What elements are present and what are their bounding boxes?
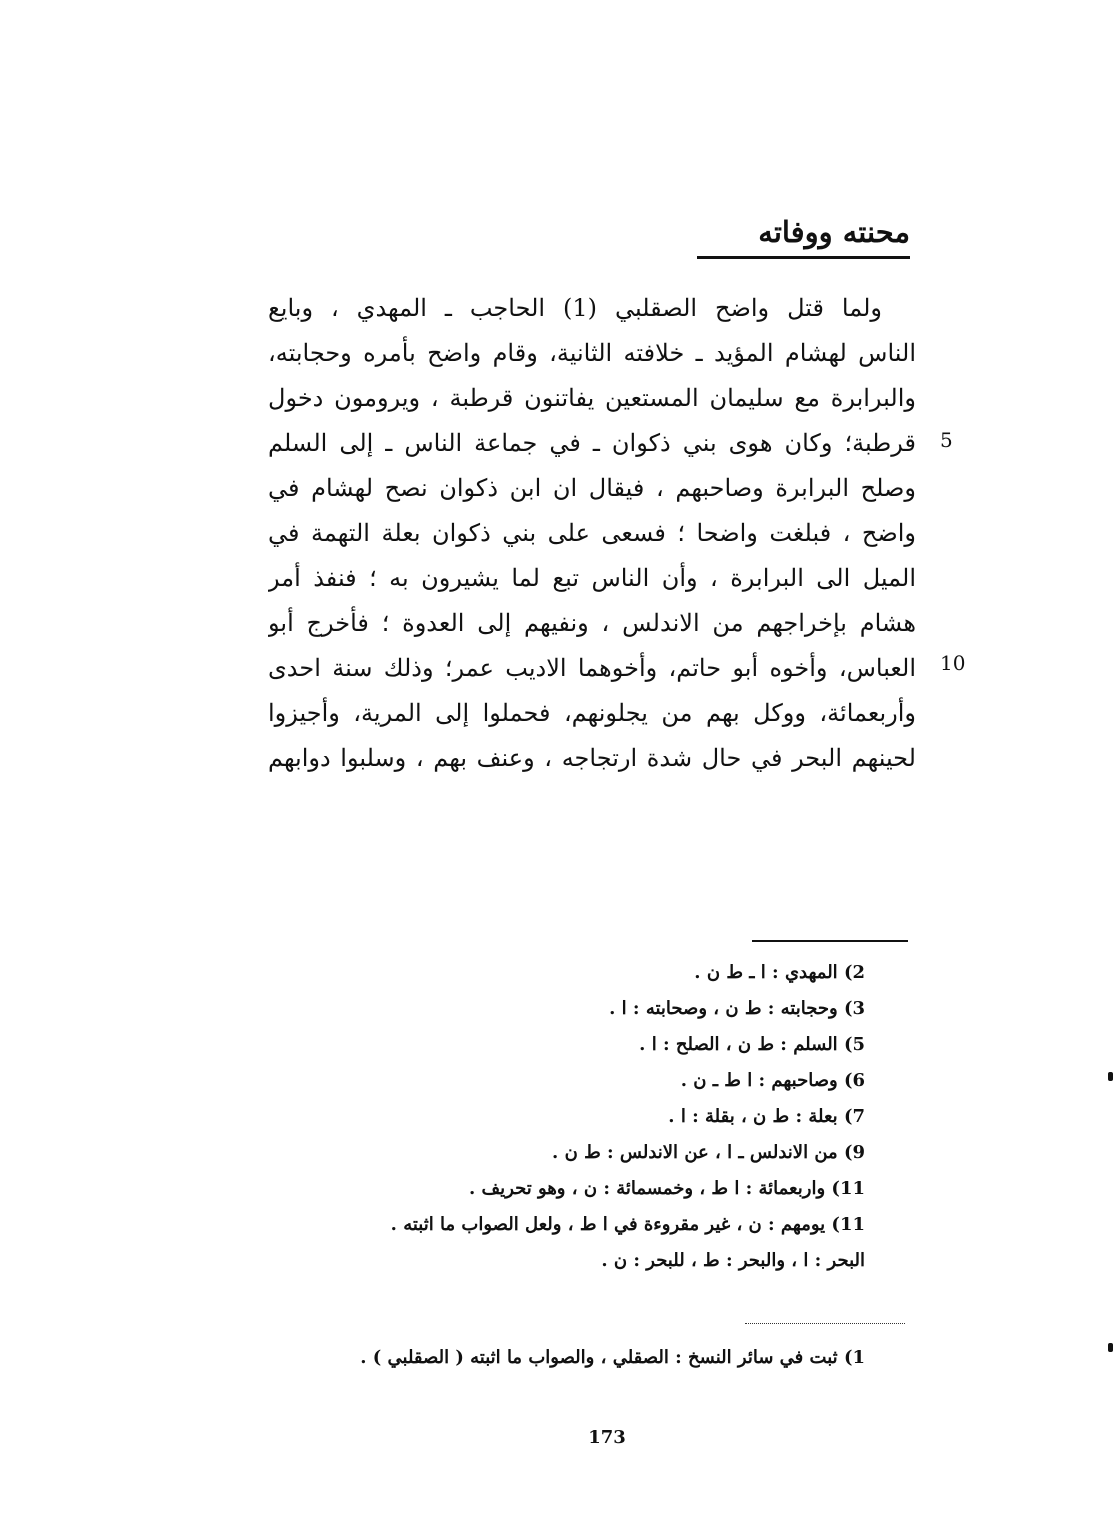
body-line: وصلح البرابرة وصاحبهم ، فيقال ان ابن ذكوان نصح لهشام في xyxy=(268,474,916,502)
scan-edge-mark xyxy=(1108,1072,1113,1081)
footnote: 6) وصاحبهم : ا ط ـ ن . xyxy=(680,1070,865,1091)
body-line: الناس لهشام المؤيد ـ خلافته الثانية، وقام واضح بأمره وحجابته، xyxy=(268,339,916,367)
body-line: ولما قتل واضح الصقلبي (1) الحاجب ـ المهدي ، وبايع xyxy=(268,294,882,322)
line-number: 5 xyxy=(940,428,953,452)
footnote: البحر : ا ، والبحر : ط ، للبحر : ن . xyxy=(601,1250,865,1271)
body-line: واضح ، فبلغت واضحا ؛ فسعى على بني ذكوان بعلة التهمة في xyxy=(268,519,916,547)
chapter-heading: محنته ووفاته xyxy=(758,215,910,249)
footnote: 11) يومهم : ن ، غير مقروءة في ا ط ، ولعل الصواب ما اثبته . xyxy=(390,1214,865,1235)
body-line: قرطبة؛ وكان هوى بني ذكوان ـ في جماعة الناس ـ إلى السلم xyxy=(268,429,916,457)
body-line: الميل الى البرابرة ، وأن الناس تبع لما يشيرون به ؛ فنفذ أمر xyxy=(268,564,916,592)
footnote: 3) وحجابته : ط ن ، وصحابته : ا . xyxy=(609,998,865,1019)
line-number: 10 xyxy=(940,651,966,675)
body-line: وأربعمائة، ووكل بهم من يجلونهم، فحملوا إلى المرية، وأجيزوا xyxy=(268,699,916,727)
footnote: 2) المهدي : ا ـ ط ن . xyxy=(694,962,865,983)
dotted-divider xyxy=(745,1323,905,1324)
footnote: 11) واربعمائة : ا ط ، وخمسمائة : ن ، وهو تحريف . xyxy=(469,1178,865,1199)
footnotes-list xyxy=(265,955,865,1279)
heading-underline xyxy=(697,256,910,259)
footnote: 5) السلم : ط ن ، الصلح : ا . xyxy=(639,1034,865,1055)
body-line: والبرابرة مع سليمان المستعين يفاتنون قرطبة ، ويرومون دخول xyxy=(268,384,916,412)
footnote-divider xyxy=(752,940,908,942)
body-line: لحينهم البحر في حال شدة ارتجاجه ، وعنف بهم ، وسلبوا دوابهم xyxy=(268,744,916,772)
footnote: 7) بعلة : ط ن ، بقلة : ا . xyxy=(668,1106,865,1127)
page-number: 173 xyxy=(588,1427,626,1448)
body-line: هشام بإخراجهم من الاندلس ، ونفيهم إلى العدوة ؛ فأخرج أبو xyxy=(268,609,916,637)
footnote: 9) من الاندلس ـ ا ، عن الاندلس : ط ن . xyxy=(552,1142,865,1163)
scan-edge-mark xyxy=(1108,1343,1113,1352)
editor-note: 1) ثبت في سائر النسخ : الصقلي ، والصواب ما اثبته ( الصقلبي ) . xyxy=(360,1347,865,1368)
body-line: العباس، وأخوه أبو حاتم، وأخوهما الاديب عمر؛ وذلك سنة احدى xyxy=(268,654,916,682)
body-text xyxy=(268,286,916,781)
